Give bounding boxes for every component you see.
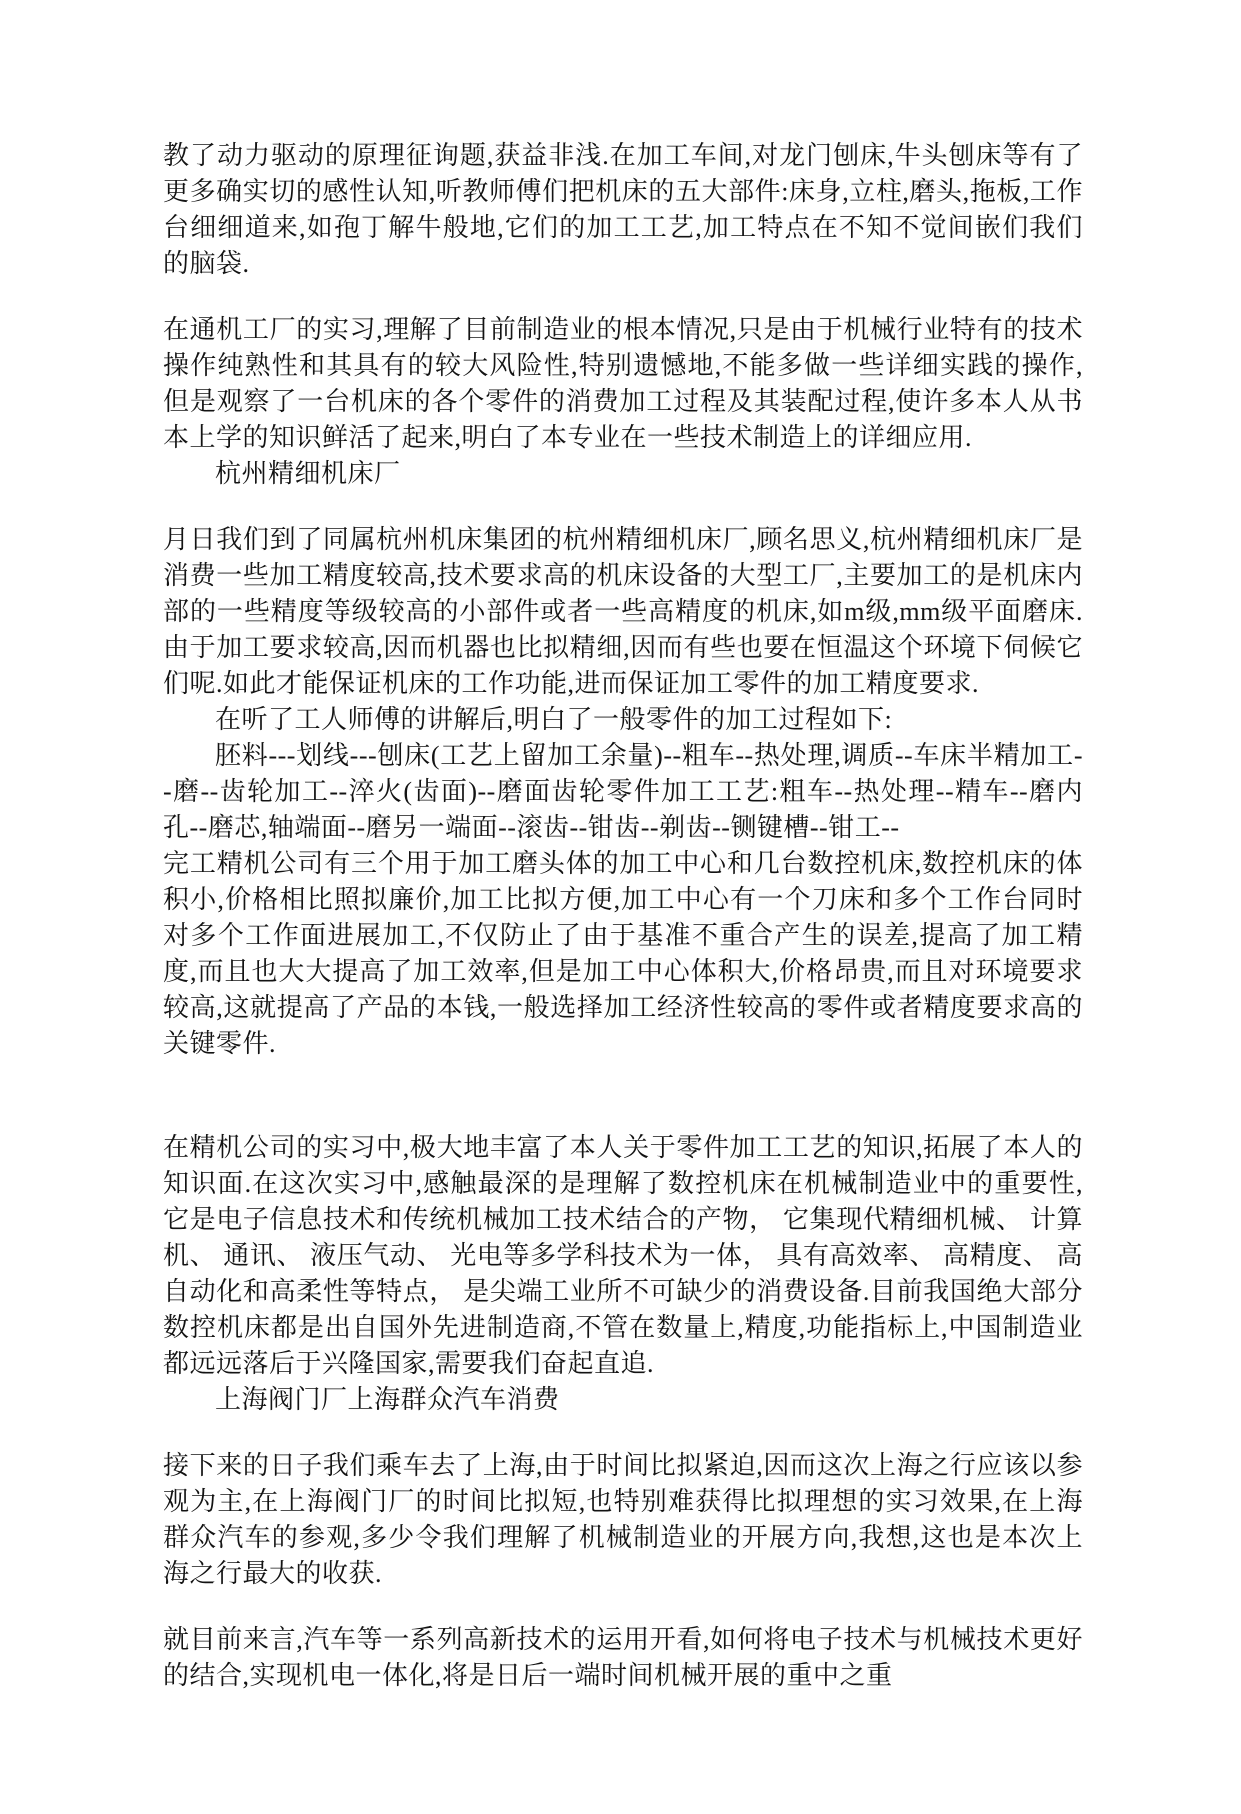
document-body bbox=[163, 138, 1083, 1694]
paragraph: 完工精机公司有三个用于加工磨头体的加工中心和几台数控机床,数控机床的体积小,价格相比照拟廉价,加工比拟方便,加工中心有一个刀床和多个工作台同时对多个工作面进展加工,不仅防止了由于基准不重合产生的误差,提高了加工精度,而且也大大提高了加工效率,但是加工中心体积大,价格昂贵,而且对环境要求较高,这就提高了产品的本钱,一般选择加工经济性较高的零件或者精度要求高的关键零件. bbox=[163, 849, 1083, 1058]
paragraph: 教了动力驱动的原理征询题,获益非浅.在加工车间,对龙门刨床,牛头刨床等有了更多确实切的感性认知,听教师傅们把机床的五大部件:床身,立柱,磨头,拖板,工作台细细道来,如孢丁解牛般地,它们的加工工艺,加工特点在不知不觉间嵌们我们的脑袋. bbox=[163, 141, 1083, 278]
paragraph: 胚料---划线---刨床(工艺上留加工余量)--粗车--热处理,调质--车床半精加工--磨--齿轮加工--淬火(齿面)--磨面齿轮零件加工工艺:粗车--热处理--精车--磨内孔--磨芯,轴端面--磨另一端面--滚齿--钳齿--剃齿--铡键槽--钳工-- bbox=[163, 741, 1083, 842]
paragraph: 在通机工厂的实习,理解了目前制造业的根本情况,只是由于机械行业特有的技术操作纯熟性和其具有的较大风险性,特别遗憾地,不能多做一些详细实践的操作,但是观察了一台机床的各个零件的消费加工过程及其装配过程,使许多本人从书本上学的知识鲜活了起来,明白了本专业在一些技术制造上的详细应用. bbox=[163, 315, 1083, 452]
paragraph: 月日我们到了同属杭州机床集团的杭州精细机床厂,顾名思义,杭州精细机床厂是消费一些加工精度较高,技术要求高的机床设备的大型工厂,主要加工的是机床内部的一些精度等级较高的小部件或者一些高精度的机床,如m级,mm级平面磨床.由于加工要求较高,因而机器也比拟精细,因而有些也要在恒温这个环境下伺候它们呢.如此才能保证机床的工作功能,进而保证加工零件的加工精度要求. bbox=[163, 525, 1083, 698]
paragraph: 接下来的日子我们乘车去了上海,由于时间比拟紧迫,因而这次上海之行应该以参观为主,在上海阀门厂的时间比拟短,也特别难获得比拟理想的实习效果,在上海群众汽车的参观,多少令我们理解了机械制造业的开展方向,我想,这也是本次上海之行最大的收获. bbox=[163, 1451, 1083, 1588]
paragraph: 在精机公司的实习中,极大地丰富了本人关于零件加工工艺的知识,拓展了本人的知识面.在这次实习中,感触最深的是理解了数控机床在机械制造业中的重要性,它是电子信息技术和传统机械加工技术结合的产物， 它集现代精细机械、 计算机、 通讯、 液压气动、 光电等多学科技术为一体， 具有高效率、 高精度、 高自动化和高柔性等特点， 是尖端工业所不可缺少的消费设备.目前我国绝大部分数控机床都是出自国外先进制造商,不管在数量上,精度,功能指标上,中国制造业都远远落后于兴隆国家,需要我们奋起直追. bbox=[163, 1133, 1083, 1378]
section-heading: 上海阀门厂上海群众汽车消费 bbox=[215, 1385, 560, 1414]
paragraph: 在听了工人师傅的讲解后,明白了一般零件的加工过程如下: bbox=[215, 705, 893, 734]
paragraph: 就目前来言,汽车等一系列高新技术的运用开看,如何将电子技术与机械技术更好的结合,实现机电一体化,将是日后一端时间机械开展的重中之重 bbox=[163, 1625, 1083, 1690]
section-heading: 杭州精细机床厂 bbox=[215, 459, 401, 488]
